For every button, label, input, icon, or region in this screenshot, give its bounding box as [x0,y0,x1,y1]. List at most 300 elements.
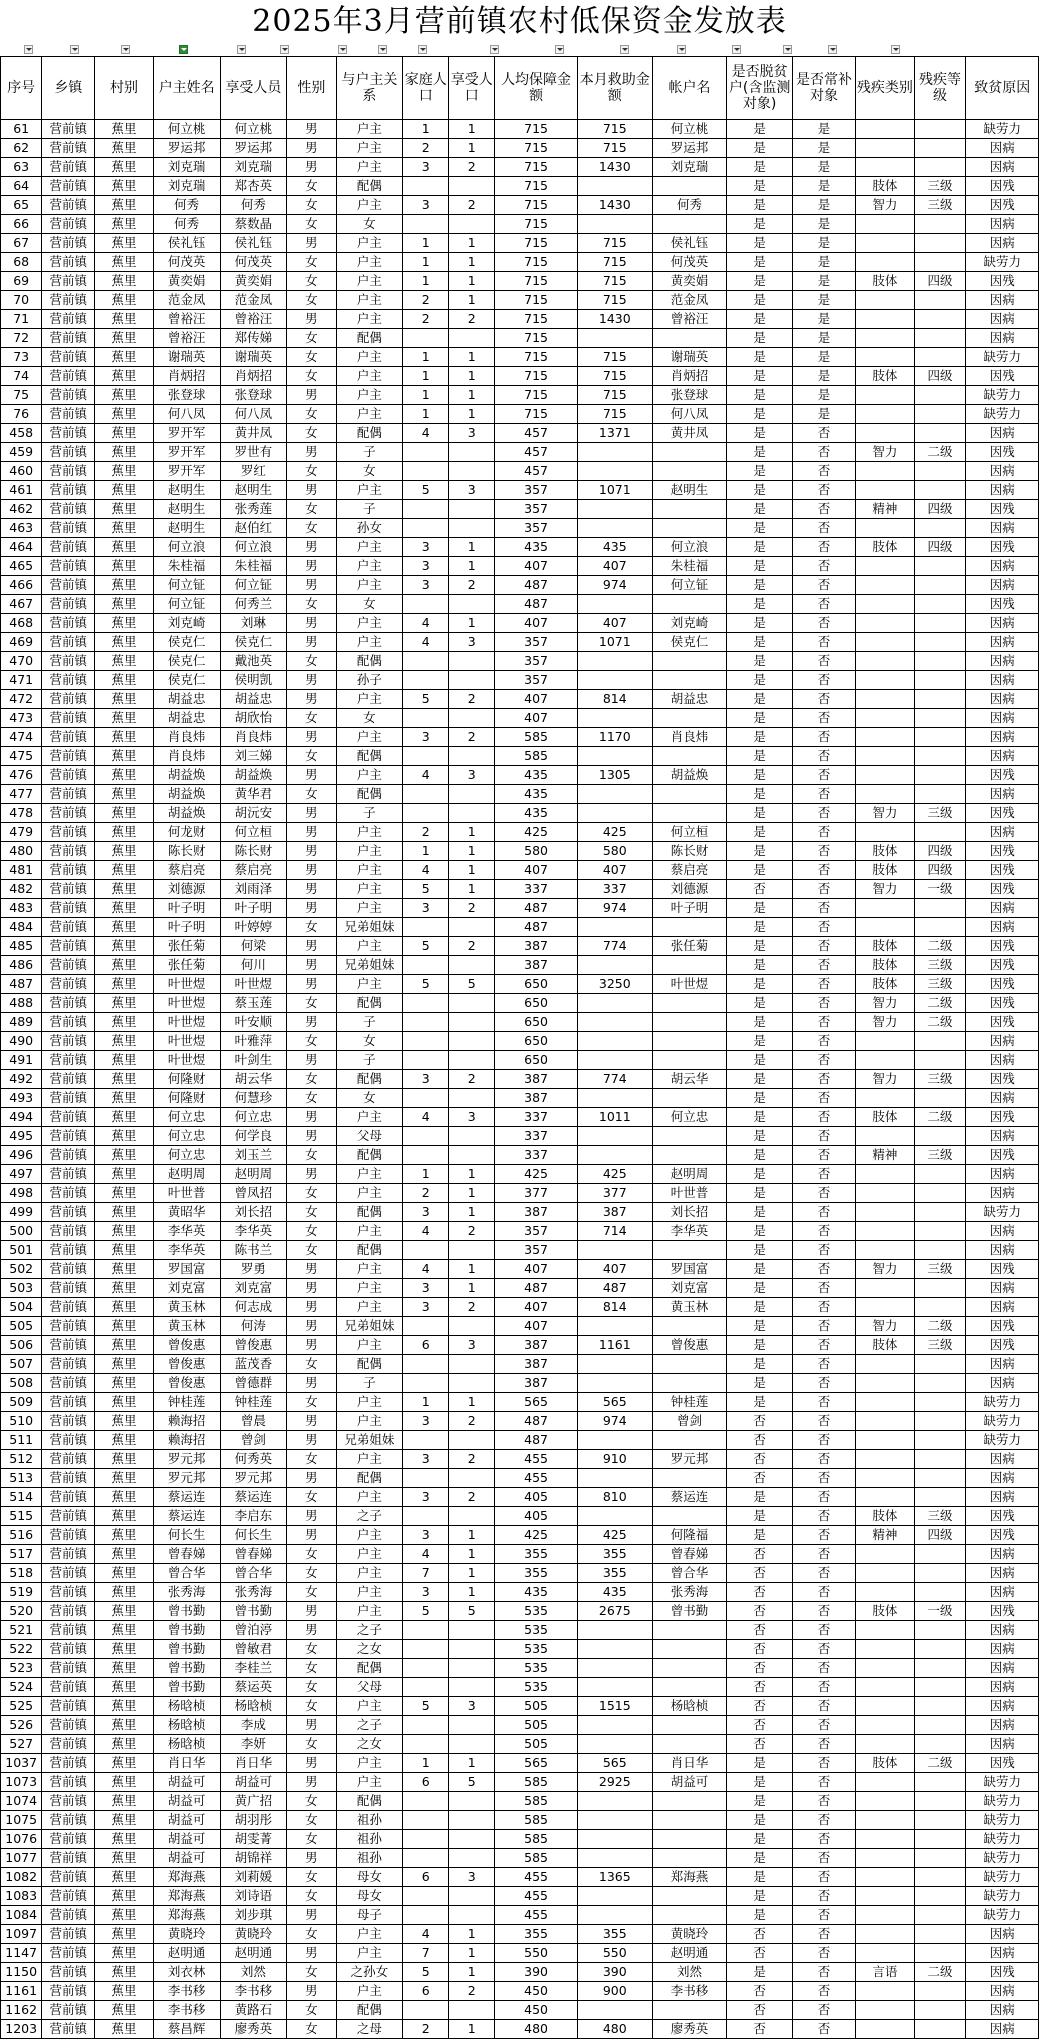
table-row [1,1336,1039,1355]
table-cell: 是 [792,272,855,291]
filter-dropdown-icon[interactable] [338,45,347,54]
table-cell [403,1659,449,1678]
table-cell [449,329,495,348]
table-cell: 刘克富 [153,1279,220,1298]
filter-dropdown-icon[interactable] [378,45,387,54]
table-cell: 是 [727,158,793,177]
table-cell: 否 [792,690,855,709]
table-cell: 营前镇 [42,690,95,709]
table-cell: 男 [287,1260,336,1279]
table-cell: 蕉里 [95,652,154,671]
table-cell: 是 [727,918,793,937]
table-cell: 刘德源 [153,880,220,899]
table-cell: 是 [727,633,793,652]
table-cell: 因残 [966,861,1039,880]
table-cell: 否 [792,1887,855,1906]
table-cell [449,1735,495,1754]
table-cell: 否 [792,728,855,747]
table-cell: 是 [727,937,793,956]
table-cell: 因残 [966,956,1039,975]
table-cell: 407 [577,557,652,576]
table-cell: 张秀莲 [220,500,287,519]
table-cell: 否 [792,804,855,823]
table-cell [856,1431,915,1450]
table-cell: 户主 [336,1925,403,1944]
table-cell: 否 [792,1583,855,1602]
table-cell [403,1887,449,1906]
filter-dropdown-icon[interactable] [732,45,741,54]
table-cell: 户主 [336,253,403,272]
table-cell: 否 [727,1640,793,1659]
table-cell: 是 [727,234,793,253]
table-cell: 520 [1,1602,42,1621]
table-cell: 男 [287,158,336,177]
table-cell: 蕉里 [95,1526,154,1545]
table-cell: 509 [1,1393,42,1412]
table-cell: 女 [287,1545,336,1564]
table-cell: 1 [449,1925,495,1944]
table-cell: 营前镇 [42,1298,95,1317]
table-cell: 蔡玉莲 [220,994,287,1013]
column-header: 帐户名 [652,57,727,120]
table-cell: 495 [1,1127,42,1146]
table-cell: 蕉里 [95,1260,154,1279]
table-cell: 1 [449,880,495,899]
table-cell: 是 [727,975,793,994]
table-cell: 355 [577,1564,652,1583]
table-cell: 5 [449,1602,495,1621]
table-cell [914,1032,966,1051]
table-cell: 肢体 [856,177,915,196]
table-cell: 499 [1,1203,42,1222]
table-cell: 子 [336,804,403,823]
table-cell: 否 [727,880,793,899]
table-cell: 是 [727,1773,793,1792]
table-cell: 女 [287,405,336,424]
table-cell [449,1355,495,1374]
table-cell: 3 [449,481,495,500]
table-cell [914,1089,966,1108]
table-row [1,2020,1039,2039]
table-cell: 二级 [914,1963,966,1982]
table-cell: 肖日华 [220,1754,287,1773]
filter-dropdown-icon[interactable] [418,45,427,54]
table-cell [577,747,652,766]
table-cell: 是 [727,1260,793,1279]
table-cell: 何立桓 [220,823,287,842]
table-cell [914,1811,966,1830]
table-cell: 450 [495,2001,578,2020]
table-cell: 因病 [966,1184,1039,1203]
table-cell: 1430 [577,158,652,177]
table-cell [577,1830,652,1849]
table-cell: 3 [403,1279,449,1298]
table-cell: 蕉里 [95,899,154,918]
table-cell: 650 [495,1051,578,1070]
table-cell: 否 [792,880,855,899]
table-cell [449,1640,495,1659]
filter-dropdown-icon[interactable] [121,45,130,54]
table-cell: 因病 [966,1222,1039,1241]
table-cell [914,1887,966,1906]
table-cell: 715 [577,253,652,272]
table-cell: 650 [495,1013,578,1032]
table-cell: 女 [287,1355,336,1374]
table-cell: 户主 [336,1165,403,1184]
table-cell: 蕉里 [95,500,154,519]
table-cell: 因残 [966,804,1039,823]
filter-active-icon[interactable] [179,45,188,54]
table-cell: 女 [287,652,336,671]
table-cell: 何立桓 [652,823,727,842]
table-cell: 355 [495,1925,578,1944]
filter-dropdown-icon[interactable] [490,45,499,54]
table-cell: 智力 [856,804,915,823]
filter-dropdown-icon[interactable] [891,45,900,54]
table-cell: 514 [1,1488,42,1507]
table-cell: 营前镇 [42,405,95,424]
table-cell: 425 [577,1526,652,1545]
table-cell [856,557,915,576]
table-cell: 否 [727,1944,793,1963]
table-row [1,899,1039,918]
table-cell [856,1355,915,1374]
table-cell: 郑杏英 [220,177,287,196]
table-cell: 是 [727,1868,793,1887]
table-cell [403,709,449,728]
table-cell: 男 [287,956,336,975]
table-cell: 2 [449,1450,495,1469]
table-cell: 何立忠 [153,1146,220,1165]
table-cell: 蕉里 [95,1279,154,1298]
table-cell: 457 [495,424,578,443]
table-cell: 蕉里 [95,918,154,937]
table-row [1,614,1039,633]
table-cell: 否 [792,937,855,956]
table-cell: 535 [495,1621,578,1640]
table-cell: 否 [792,2001,855,2020]
table-cell: 三级 [914,975,966,994]
table-cell: 蕉里 [95,443,154,462]
table-cell: 因病 [966,1925,1039,1944]
table-cell: 1371 [577,424,652,443]
table-cell: 三级 [914,1070,966,1089]
table-cell: 3 [403,728,449,747]
table-cell: 肖良炜 [220,728,287,747]
table-cell: 营前镇 [42,975,95,994]
table-cell [652,918,727,937]
table-cell: 是 [727,652,793,671]
table-cell: 425 [577,1165,652,1184]
table-cell: 女 [336,1032,403,1051]
table-cell: 营前镇 [42,1773,95,1792]
table-row [1,1469,1039,1488]
table-cell: 配偶 [336,424,403,443]
table-cell: 481 [1,861,42,880]
table-row [1,1716,1039,1735]
table-cell: 否 [792,1659,855,1678]
table-cell: 否 [792,1013,855,1032]
table-cell [652,215,727,234]
table-cell [403,1089,449,1108]
table-cell [856,709,915,728]
table-cell: 1365 [577,1868,652,1887]
table-cell: 何茂英 [153,253,220,272]
table-row [1,1146,1039,1165]
table-cell [856,405,915,424]
table-cell: 女 [287,1868,336,1887]
table-cell [403,747,449,766]
table-cell: 因病 [966,1469,1039,1488]
table-cell: 1071 [577,633,652,652]
table-cell: 1 [403,1393,449,1412]
filter-dropdown-icon[interactable] [237,45,246,54]
table-cell [577,329,652,348]
table-row [1,1849,1039,1868]
table-cell: 罗运邦 [153,139,220,158]
filter-dropdown-icon[interactable] [555,45,564,54]
table-cell: 487 [495,576,578,595]
table-cell: 1 [403,348,449,367]
table-row [1,500,1039,519]
table-cell: 1 [449,405,495,424]
table-row [1,272,1039,291]
table-row [1,443,1039,462]
table-cell: 405 [495,1488,578,1507]
table-cell: 是 [792,120,855,139]
table-cell [914,2001,966,2020]
table-cell: 否 [727,1469,793,1488]
table-cell [403,1716,449,1735]
table-cell: 因残 [966,880,1039,899]
table-cell: 2 [449,1070,495,1089]
table-row [1,804,1039,823]
table-cell [914,557,966,576]
table-cell: 营前镇 [42,918,95,937]
table-cell: 是 [792,386,855,405]
table-cell: 蕉里 [95,1545,154,1564]
table-cell: 1 [403,386,449,405]
table-cell: 否 [792,1792,855,1811]
table-cell: 营前镇 [42,367,95,386]
table-cell: 482 [1,880,42,899]
table-cell: 蕉里 [95,1849,154,1868]
table-cell: 是 [727,576,793,595]
table-cell: 否 [792,1279,855,1298]
table-cell: 罗元邦 [153,1450,220,1469]
table-cell [856,310,915,329]
table-cell: 胡益焕 [652,766,727,785]
table-cell [652,671,727,690]
table-cell [914,747,966,766]
table-cell: 男 [287,1374,336,1393]
table-cell: 胡益焕 [153,766,220,785]
table-cell: 子 [336,1374,403,1393]
table-cell: 李书移 [220,1982,287,2001]
table-cell [914,1849,966,1868]
table-cell: 缺劳力 [966,1811,1039,1830]
table-cell: 蕉里 [95,861,154,880]
table-cell: 否 [792,1089,855,1108]
table-cell: 否 [792,1374,855,1393]
table-cell: 715 [495,348,578,367]
table-row [1,1184,1039,1203]
table-cell [914,1735,966,1754]
table-cell: 407 [495,709,578,728]
table-cell: 是 [727,1032,793,1051]
table-cell: 507 [1,1355,42,1374]
table-cell: 蕉里 [95,766,154,785]
table-cell: 蕉里 [95,1830,154,1849]
table-cell: 否 [727,1659,793,1678]
table-cell: 四级 [914,500,966,519]
table-cell: 何秀 [652,196,727,215]
table-cell: 陈长财 [652,842,727,861]
table-cell: 何八凤 [220,405,287,424]
table-cell: 2 [449,899,495,918]
table-cell: 否 [792,1165,855,1184]
table-cell: 女 [287,785,336,804]
filter-dropdown-icon[interactable] [70,45,79,54]
table-cell: 因残 [966,1507,1039,1526]
table-cell: 蕉里 [95,519,154,538]
table-cell: 4 [403,1222,449,1241]
table-cell: 407 [495,1260,578,1279]
table-cell: 因病 [966,1298,1039,1317]
table-cell: 蕉里 [95,785,154,804]
table-cell: 蕉里 [95,310,154,329]
table-cell [856,215,915,234]
table-cell [449,709,495,728]
table-cell: 配偶 [336,329,403,348]
table-cell: 2 [449,310,495,329]
table-cell [914,1792,966,1811]
filter-dropdown-icon[interactable] [783,45,792,54]
table-cell: 2675 [577,1602,652,1621]
table-cell: 因病 [966,462,1039,481]
table-cell: 营前镇 [42,1640,95,1659]
table-cell: 否 [792,918,855,937]
table-cell: 男 [287,538,336,557]
filter-dropdown-icon[interactable] [280,45,289,54]
table-cell [403,1431,449,1450]
table-cell: 何秀 [220,196,287,215]
table-cell: 715 [495,120,578,139]
table-cell: 刘德源 [652,880,727,899]
table-row [1,405,1039,424]
table-row [1,1393,1039,1412]
table-cell: 因病 [966,785,1039,804]
table-cell [856,462,915,481]
table-cell: 女 [287,1887,336,1906]
filter-dropdown-icon[interactable] [620,45,629,54]
table-cell [449,994,495,1013]
table-cell: 郑海燕 [652,1868,727,1887]
table-cell: 否 [792,1184,855,1203]
table-cell: 男 [287,766,336,785]
table-cell: 是 [727,614,793,633]
table-cell: 否 [792,1868,855,1887]
table-cell: 是 [727,538,793,557]
table-cell: 是 [727,994,793,1013]
table-cell: 蕉里 [95,1203,154,1222]
table-cell: 因病 [966,139,1039,158]
table-cell: 黄晓玲 [153,1925,220,1944]
table-cell: 4 [403,614,449,633]
table-cell: 户主 [336,1564,403,1583]
table-cell: 3 [449,1336,495,1355]
table-cell: 否 [792,1507,855,1526]
table-cell: 叶子明 [652,899,727,918]
table-cell: 否 [792,1431,855,1450]
table-row [1,462,1039,481]
table-cell: 因病 [966,557,1039,576]
table-cell: 否 [792,1640,855,1659]
table-cell [449,1659,495,1678]
table-cell: 胡雯菁 [220,1830,287,1849]
filter-dropdown-icon[interactable] [828,45,837,54]
table-cell: 否 [727,1621,793,1640]
table-cell: 胡益可 [652,1773,727,1792]
table-cell: 营前镇 [42,709,95,728]
table-cell [577,1678,652,1697]
table-cell: 1 [449,367,495,386]
table-cell: 470 [1,652,42,671]
table-cell: 因残 [966,1754,1039,1773]
table-cell: 5 [403,1697,449,1716]
table-cell: 肢体 [856,842,915,861]
table-cell [856,120,915,139]
table-cell: 503 [1,1279,42,1298]
filter-dropdown-icon[interactable] [24,45,33,54]
table-cell [403,500,449,519]
table-cell: 71 [1,310,42,329]
filter-dropdown-icon[interactable] [677,45,686,54]
table-cell: 何志成 [220,1298,287,1317]
table-cell: 李书移 [153,1982,220,2001]
table-cell: 杨晗桢 [153,1716,220,1735]
table-cell: 7 [403,1564,449,1583]
column-header: 序号 [1,57,42,120]
table-cell: 1 [449,253,495,272]
table-cell: 是 [727,1792,793,1811]
table-cell: 否 [792,1697,855,1716]
table-cell: 营前镇 [42,139,95,158]
table-cell: 72 [1,329,42,348]
table-cell [577,1127,652,1146]
table-cell [449,1431,495,1450]
table-cell: 565 [577,1754,652,1773]
table-cell: 485 [1,937,42,956]
table-cell [449,2001,495,2020]
table-row [1,424,1039,443]
table-cell: 祖孙 [336,1811,403,1830]
table-cell: 4 [403,861,449,880]
table-cell [577,1013,652,1032]
table-cell: 曾书勤 [652,1602,727,1621]
table-cell: 否 [792,1545,855,1564]
table-cell [914,253,966,272]
table-cell: 营前镇 [42,443,95,462]
table-cell [577,1241,652,1260]
table-cell: 否 [792,861,855,880]
table-row [1,1355,1039,1374]
table-cell: 否 [792,1849,855,1868]
table-cell: 357 [495,671,578,690]
table-cell: 范金凤 [220,291,287,310]
table-row [1,310,1039,329]
table-cell: 因病 [966,424,1039,443]
